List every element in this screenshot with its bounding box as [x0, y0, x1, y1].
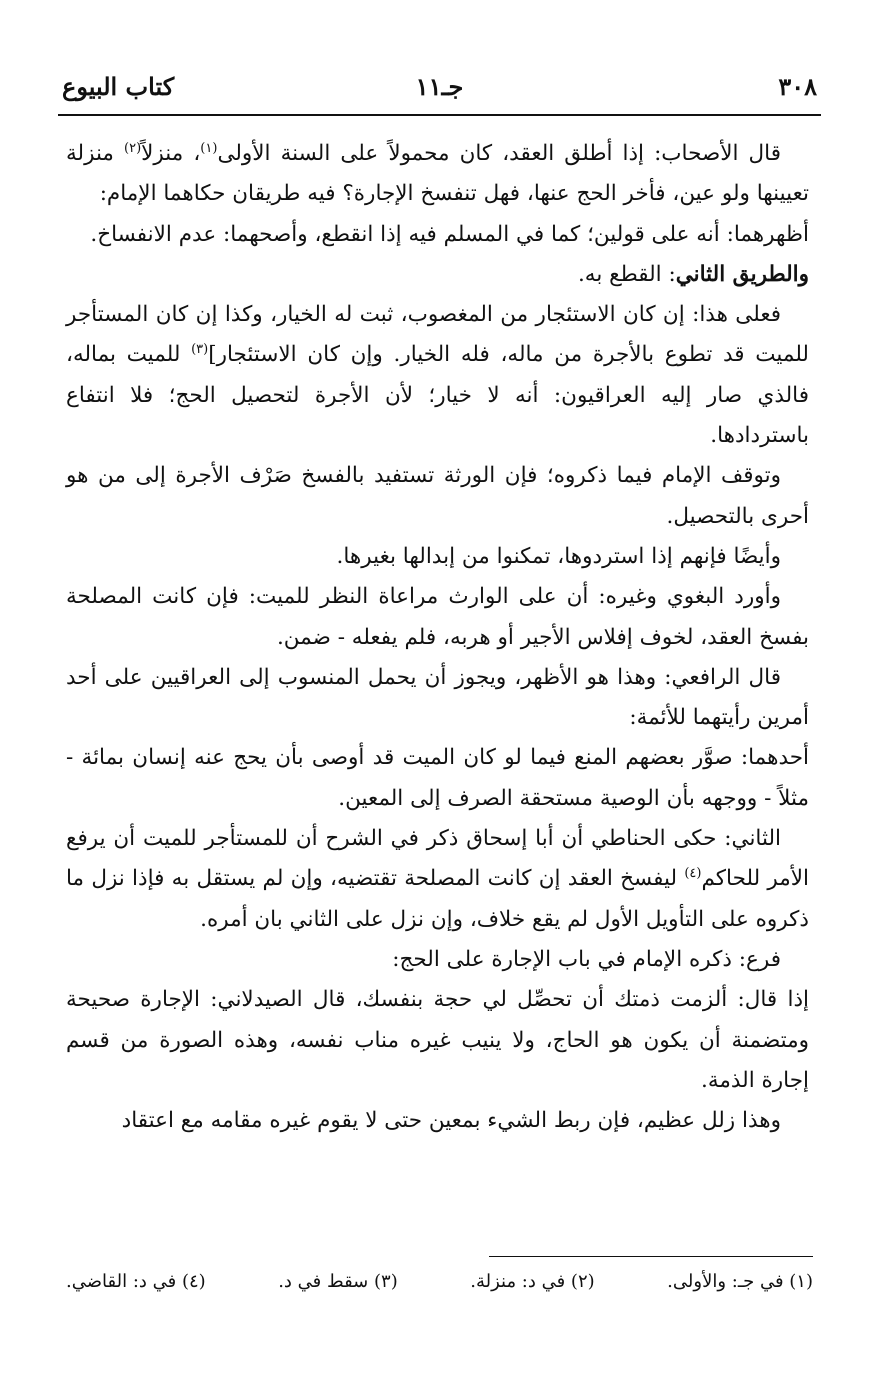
- footnote-ref-3: (٣): [191, 342, 209, 358]
- paragraph-7: وأورد البغوي وغيره: أن على الوارث مراعاة النظر للميت: فإن كانت المصلحة بفسخ العقد، لخوف إفلاس الأجير أو هربه، فلم يفعله - ضمن.: [66, 584, 809, 650]
- paragraph-12: إذا قال: ألزمت ذمتك أن تحصِّل لي حجة بنفسك، قال الصيدلاني: الإجارة صحيحة ومتضمنة أن يكون هو الحاج، ولا ينيب غيره مناب نفسه، وهذه الصورة من قسم إجارة الذمة.: [66, 987, 809, 1093]
- paragraph-6: وأيضًا فإنهم إذا استردوها، تمكنوا من إبدالها بغيرها.: [336, 543, 781, 569]
- paragraph-11: فرع: ذكره الإمام في باب الإجارة على الحج:: [392, 946, 781, 972]
- section-label: والطريق الثاني: [675, 261, 809, 287]
- paragraph-5: وتوقف الإمام فيما ذكروه؛ فإن الورثة تستفيد بالفسخ صَرْف الأجرة إلى من هو أحرى بالتحصيل.: [66, 463, 809, 529]
- paragraph-9: أحدهما: صوَّر بعضهم المنع فيما لو كان الميت قد أوصى بأن يحج عنه إنسان بمائة - مثلاً - ووجهه بأن الوصية مستحقة الصرف إلى المعين.: [66, 745, 809, 811]
- paragraph-4: [66, 295, 809, 456]
- footnote-ref-2: (٢): [124, 140, 142, 156]
- paragraph-text: ، منزلاً: [141, 141, 201, 166]
- book-title: كتاب البيوع: [62, 72, 175, 101]
- footnote-4: (٤) في د: القاضي.: [66, 1271, 206, 1292]
- paragraph-text: قال الأصحاب: إذا أطلق العقد، كان محمولاً على السنة الأولى: [217, 141, 781, 166]
- footnote-rule: [489, 1256, 813, 1257]
- footnote-2: (٢) في د: منزلة.: [470, 1271, 595, 1292]
- paragraph-2: أظهرهما: أنه على قولين؛ كما في المسلم فيه إذا انقطع، وأصحهما: عدم الانفساخ.: [90, 221, 809, 247]
- paragraph-8: قال الرافعي: وهذا هو الأظهر، ويجوز أن يحمل المنسوب إلى العراقيين على أحد أمرين رأيتهما للأئمة:: [66, 664, 809, 731]
- paragraph-text: الثاني: حكى الحناطي أن أبا إسحاق ذكر في الشرح أن للمستأجر للميت أن يرفع الأمر للحاكم: [66, 826, 809, 892]
- header-rule: [58, 114, 821, 116]
- volume-label: جـ١١: [415, 72, 464, 101]
- paragraph-13: وهذا زلل عظيم، فإن ربط الشيء بمعين حتى لا يقوم غيره مقامه مع اعتقاد: [121, 1108, 781, 1134]
- paragraph-text: : القطع به.: [577, 261, 676, 287]
- footnote-3: (٣) سقط في د.: [278, 1271, 398, 1292]
- paragraph-text: فعلى هذا: إن كان الاستئجار من المغصوب، ثبت له الخيار، وكذا إن كان المستأجر للميت قد تطوع بالأجرة من ماله، فله الخيار. وإن كان الاستئجار]: [66, 302, 809, 368]
- paragraph-10: [66, 819, 809, 940]
- paragraph-text: للميت بماله، فالذي صار إليه العراقيون: أنه لا خيار؛ لأن الأجرة لتحصيل الحج؛ فلا انتفاع باستردادها.: [66, 342, 809, 449]
- page-number: ٣٠٨: [778, 72, 817, 101]
- paragraph-3: [66, 255, 809, 295]
- paragraph-text: منزلة تعيينها ولو عين، فأخر الحج عنها، فهل تنفسخ الإجارة؟ فيه طريقان حكاهما الإمام:: [66, 141, 809, 207]
- footnote-ref-4: (٤): [684, 866, 702, 882]
- paragraph-1: [66, 134, 809, 215]
- paragraph-text: ليفسخ العقد إن كانت المصلحة تقتضيه، وإن لم يستقل به فإذا نزل ما ذكروه على التأويل الأول لم يقع خلاف، وإن نزل على الثاني بان أمره.: [66, 866, 809, 932]
- footnote-1: (١) في جـ: والأولى.: [667, 1271, 813, 1292]
- footnote-ref-1: (١): [200, 140, 218, 156]
- main-text: [66, 134, 809, 1141]
- footnotes: [66, 1268, 813, 1296]
- running-head: [62, 72, 817, 112]
